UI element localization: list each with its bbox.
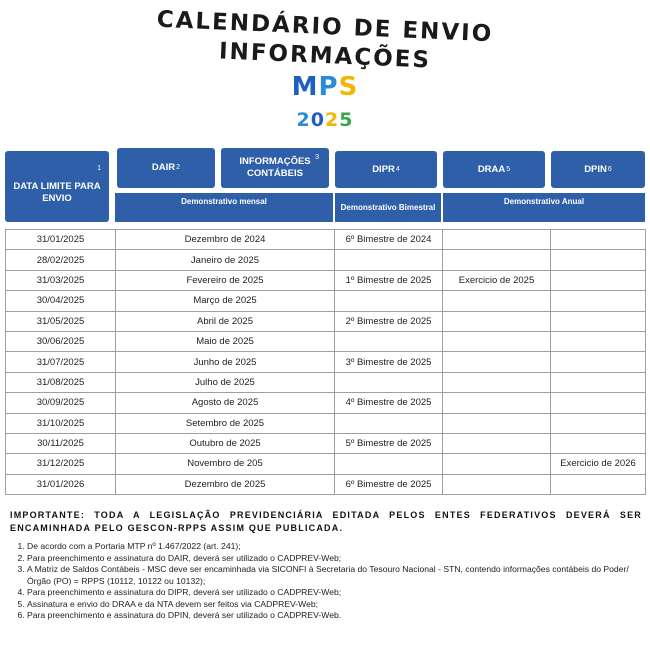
footnote-item: 4. Para preenchimento e assinatura do DIPR, deverá ser utilizado o CADPREV-Web; (27, 587, 637, 599)
cell-dpin (551, 474, 646, 494)
cell-dipr: 6º Bimestre de 2024 (335, 230, 443, 250)
cell-dipr: 5º Bimestre de 2025 (335, 433, 443, 453)
cell-draa (443, 291, 551, 311)
table-row (6, 454, 646, 474)
table-row (6, 230, 646, 250)
cell-data-limite: 31/01/2026 (6, 474, 116, 494)
footnote-item: 6. Para preenchimento e assinatura do DPIN, deverá ser utilizado o CADPREV-Web. (27, 610, 637, 622)
header-dpin-label: DPIN (584, 163, 607, 175)
cell-mensal: Maio de 2025 (116, 331, 335, 351)
table-row (6, 372, 646, 392)
cell-dpin (551, 393, 646, 413)
logo-letter-m: M (291, 72, 319, 102)
cell-draa: Exercicio de 2025 (443, 270, 551, 290)
cell-dpin (551, 352, 646, 372)
table-row (6, 291, 646, 311)
cell-dpin (551, 270, 646, 290)
cell-mensal: Agosto de 2025 (116, 393, 335, 413)
header-data-limite-label: DATA LIMITE PARA ENVIO (13, 180, 101, 204)
footnotes-list (0, 541, 637, 622)
cell-dpin (551, 413, 646, 433)
logo-letter-s: S (338, 72, 359, 102)
cell-data-limite: 31/05/2025 (6, 311, 116, 331)
subheader-mensal: Demonstrativo mensal (115, 193, 333, 222)
cell-data-limite: 31/08/2025 (6, 372, 116, 392)
header-dipr (335, 151, 437, 188)
cell-mensal: Fevereiro de 2025 (116, 270, 335, 290)
footnote-item: 3. A Matriz de Saldos Contábeis - MSC deve ser encaminhada via SICONFI à Secretaria do Tesouro Nacional - STN, contendo informações contábeis do Poder/Órgão (PO) = RPPS (10112, 10122 ou 10132); (27, 564, 637, 587)
footnote-marker: 6 (607, 165, 612, 173)
table-row (6, 474, 646, 494)
table-row (6, 433, 646, 453)
cell-dipr: 1º Bimestre de 2025 (335, 270, 443, 290)
cell-dipr: 4º Bimestre de 2025 (335, 393, 443, 413)
header-draa (443, 151, 545, 188)
cell-dpin (551, 250, 646, 270)
footnote-item: 1. De acordo com a Portaria MTP nº 1.467/2022 (art. 241); (27, 541, 637, 553)
cell-draa (443, 454, 551, 474)
cell-draa (443, 433, 551, 453)
cell-dpin (551, 311, 646, 331)
cell-data-limite: 28/02/2025 (6, 250, 116, 270)
footnote-marker: 2 (176, 164, 181, 171)
cell-data-limite: 30/06/2025 (6, 331, 116, 351)
cell-data-limite: 31/03/2025 (6, 270, 116, 290)
table-row (6, 393, 646, 413)
year-digit: 2 (325, 109, 340, 131)
header-dair (117, 148, 215, 188)
footnote-marker: 1 (97, 165, 101, 172)
cell-mensal: Novembro de 205 (116, 454, 335, 474)
header-draa-label: DRAA (477, 163, 506, 175)
cell-dipr: 3º Bimestre de 2025 (335, 352, 443, 372)
header-dair-label: DAIR (151, 162, 176, 173)
cell-dipr: 6º Bimestre de 2025 (335, 474, 443, 494)
footnote-marker: 4 (395, 165, 400, 173)
cell-data-limite: 30/09/2025 (6, 393, 116, 413)
header-info-contabeis-label: INFORMAÇÕES CONTÁBEIS (239, 156, 311, 179)
header-data-limite (5, 151, 109, 222)
cell-dipr (335, 331, 443, 351)
footnote-item: 2. Para preenchimento e assinatura do DAIR, deverá ser utilizado o CADPREV-Web; (27, 553, 637, 565)
cell-mensal: Dezembro de 2024 (116, 230, 335, 250)
table-row (6, 413, 646, 433)
cell-dipr (335, 454, 443, 474)
cell-mensal: Março de 2025 (116, 291, 335, 311)
year-label (0, 109, 650, 131)
header-dipr-label: DIPR (372, 163, 395, 175)
cell-data-limite: 31/12/2025 (6, 454, 116, 474)
title-line-1: CALENDÁRIO DE ENVIO (156, 6, 494, 48)
footnote-marker: 5 (506, 165, 511, 173)
cell-dipr (335, 413, 443, 433)
cell-mensal: Abril de 2025 (116, 311, 335, 331)
footnote-item: 5. Assinatura e envio do DRAA e da NTA devem ser feitos via CADPREV-Web; (27, 599, 637, 611)
logo-letter-p: P (318, 72, 339, 102)
table-row (6, 352, 646, 372)
cell-dpin (551, 230, 646, 250)
table-row (6, 331, 646, 351)
year-digit: 5 (339, 109, 354, 131)
important-notice: IMPORTANTE: TODA A LEGISLAÇÃO PREVIDENCIÁRIA EDITADA PELOS ENTES FEDERATIVOS DEVERÁ SER ENCAMINHADA PELO GESCON-RPPS ASSIM QUE PUBLICADA. (10, 510, 642, 533)
cell-mensal: Setembro de 2025 (116, 413, 335, 433)
cell-dipr (335, 250, 443, 270)
table-row (6, 270, 646, 290)
cell-dpin: Exercicio de 2026 (551, 454, 646, 474)
cell-data-limite: 31/07/2025 (6, 352, 116, 372)
cell-draa (443, 413, 551, 433)
cell-dpin (551, 372, 646, 392)
schedule-table (5, 229, 646, 495)
cell-dipr (335, 372, 443, 392)
cell-draa (443, 352, 551, 372)
cell-mensal: Janeiro de 2025 (116, 250, 335, 270)
cell-mensal: Julho de 2025 (116, 372, 335, 392)
cell-data-limite: 31/10/2025 (6, 413, 116, 433)
cell-draa (443, 474, 551, 494)
schedule-table-body (6, 230, 646, 495)
year-digit: 2 (296, 109, 311, 131)
cell-draa (443, 393, 551, 413)
title-line-2: INFORMAÇÕES (218, 38, 432, 74)
year-digit: 0 (310, 109, 325, 131)
cell-draa (443, 311, 551, 331)
table-row (6, 250, 646, 270)
cell-dpin (551, 433, 646, 453)
cell-dpin (551, 291, 646, 311)
cell-mensal: Dezembro de 2025 (116, 474, 335, 494)
cell-mensal: Outubro de 2025 (116, 433, 335, 453)
cell-draa (443, 250, 551, 270)
subheader-anual: Demonstrativo Anual (443, 193, 645, 222)
subheader-bimestral: Demonstrativo Bimestral (335, 193, 441, 222)
table-row (6, 311, 646, 331)
cell-draa (443, 331, 551, 351)
mps-logo (0, 72, 650, 102)
cell-dipr (335, 291, 443, 311)
header-info-contabeis (221, 148, 329, 188)
cell-draa (443, 230, 551, 250)
cell-data-limite: 30/04/2025 (6, 291, 116, 311)
cell-draa (443, 372, 551, 392)
cell-dpin (551, 331, 646, 351)
footnote-marker: 3 (315, 154, 319, 161)
header-dpin (551, 151, 645, 188)
cell-data-limite: 31/01/2025 (6, 230, 116, 250)
cell-dipr: 2º Bimestre de 2025 (335, 311, 443, 331)
cell-data-limite: 30/11/2025 (6, 433, 116, 453)
cell-mensal: Junho de 2025 (116, 352, 335, 372)
